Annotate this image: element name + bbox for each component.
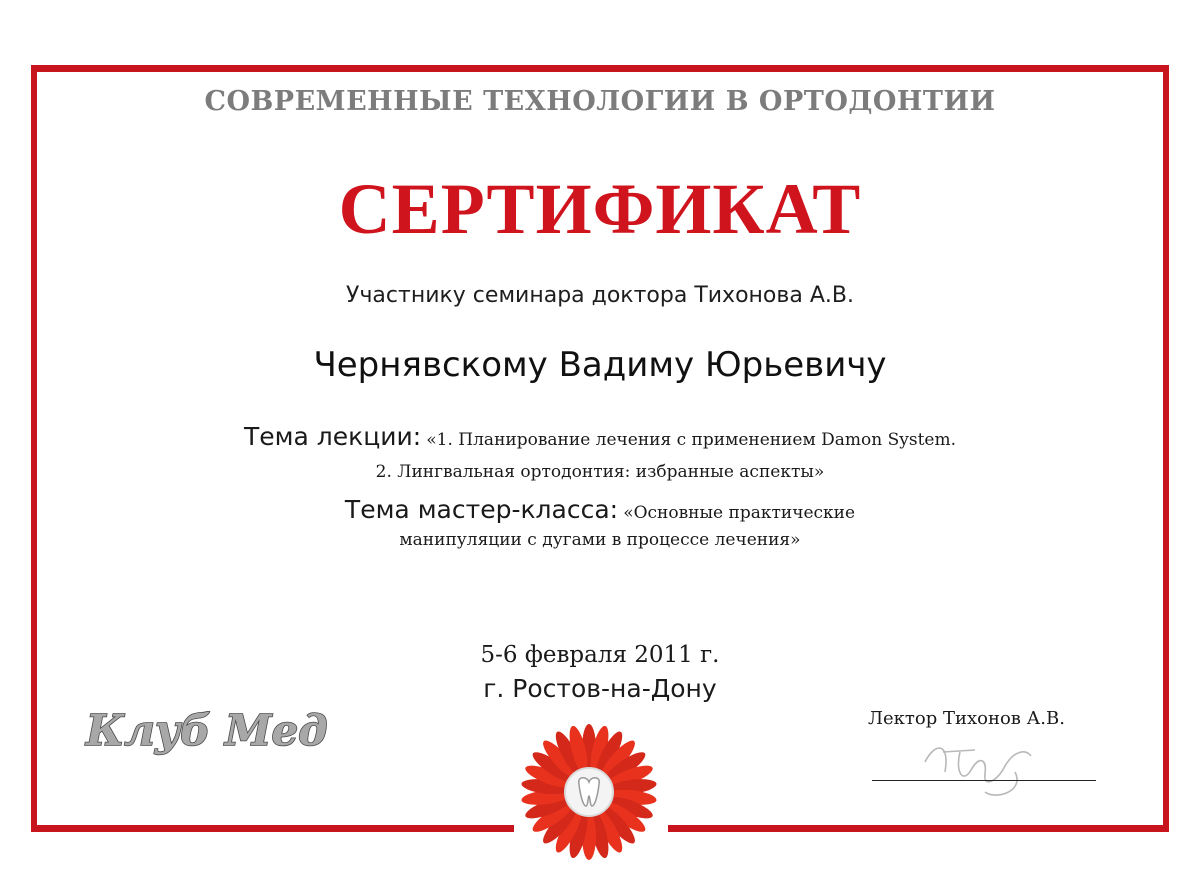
event-title: СОВРЕМЕННЫЕ ТЕХНОЛОГИИ В ОРТОДОНТИИ: [204, 86, 996, 117]
frame-top-border: [31, 65, 1169, 72]
recipient-name: Чернявскому Вадиму Юрьевичу: [313, 345, 887, 385]
lecture-topic-line-1: [0, 422, 1200, 451]
certificate-title: СЕРТИФИКАТ: [338, 169, 862, 249]
frame-bottom-left-border: [31, 825, 514, 832]
masterclass-label: Тема мастер-класса:: [344, 495, 619, 524]
signature-line: [872, 780, 1096, 781]
logo-text: Клуб Мед: [86, 706, 328, 755]
lecturer-name: Лектор Тихонов А.В.: [868, 708, 1065, 729]
frame-bottom-right-border: [668, 825, 1169, 832]
lecture-topic-1: «1. Планирование лечения с применением Damon System.: [426, 430, 956, 450]
lecture-topic-2: 2. Лингвальная ортодонтия: избранные аспекты»: [375, 462, 825, 482]
participant-line: Участнику семинара доктора Тихонова А.В.: [346, 283, 854, 308]
lecture-label: Тема лекции:: [244, 422, 422, 451]
masterclass-topic-1: «Основные практические: [623, 503, 856, 523]
masterclass-topic-2: манипуляции с дугами в процессе лечения»: [399, 530, 801, 550]
event-date: 5-6 февраля 2011 г.: [480, 642, 720, 668]
event-city: г. Ростов-на-Дону: [483, 674, 717, 703]
handwritten-signature: [905, 722, 1055, 802]
masterclass-line-2: [0, 530, 1200, 550]
club-med-logo: [80, 695, 360, 765]
masterclass-line-1: [0, 495, 1200, 524]
tooth-in-flower-icon: [519, 722, 659, 862]
lecture-topic-line-2: [0, 462, 1200, 482]
